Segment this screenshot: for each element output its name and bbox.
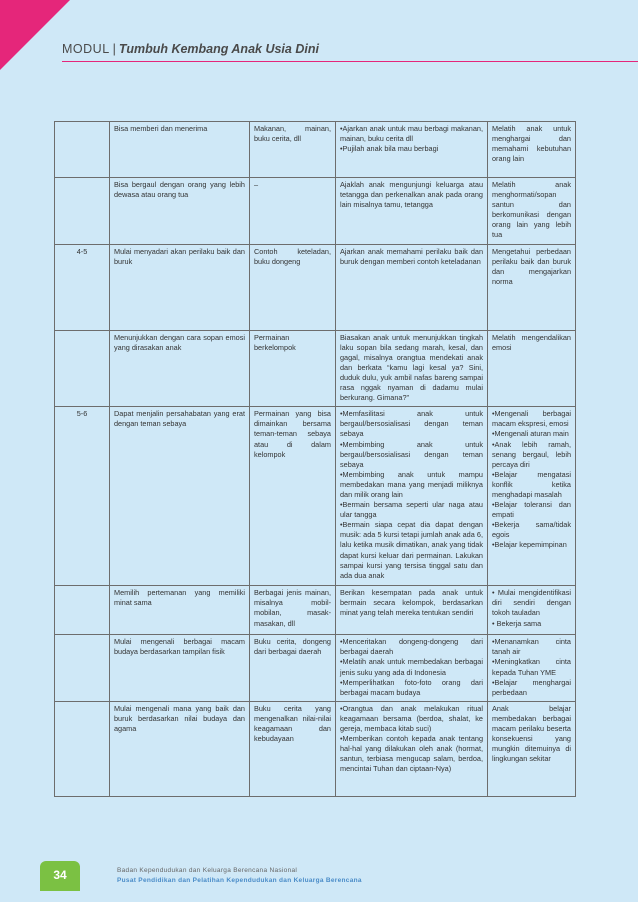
- goal-cell: [488, 178, 576, 245]
- activity-cell: [336, 330, 488, 407]
- activity-item: •Membimbing anak untuk mampu membedakan mana yang menjadi miliknya dan milik orang lain: [340, 469, 483, 499]
- indicator-cell: Menunjukkan dengan cara sopan emosi yang dirasakan anak: [110, 330, 250, 407]
- header-title: Tumbuh Kembang Anak Usia Dini: [118, 42, 319, 56]
- table-row: [55, 407, 576, 586]
- footer-center: Pusat Pendidikan dan Pelatihan Kependudukan dan Keluarga Berencana: [117, 877, 362, 884]
- goal-item: •Belajar toleransi dan empati: [492, 500, 571, 520]
- goal-item: Melatih mengendalikan emosi: [492, 332, 571, 352]
- activity-item: •Melatih anak untuk membedakan berbagai jenis suku yang ada di Indonesia: [340, 657, 483, 677]
- indicator-cell: Memilih pertemanan yang memiliki minat sama: [110, 586, 250, 635]
- media-cell: –: [250, 178, 336, 245]
- indicator-cell: Mulai mengenali berbagai macam budaya berdasarkan tampilan fisik: [110, 635, 250, 702]
- goal-item: •Meningkatkan cinta kepada Tuhan YME: [492, 657, 571, 677]
- activity-item: •Menceritakan dongeng-dongeng dari berbagai daerah: [340, 637, 483, 657]
- age-cell: [55, 586, 110, 635]
- header-divider: [62, 61, 638, 62]
- goal-item: •Menanamkan cinta tanah air: [492, 637, 571, 657]
- goal-item: • Mulai mengidentifikasi diri sendiri dengan tokoh tauladan: [492, 588, 571, 618]
- age-cell: [55, 178, 110, 245]
- goal-cell: [488, 586, 576, 635]
- activity-cell: [336, 635, 488, 702]
- activity-cell: [336, 586, 488, 635]
- media-cell: Buku cerita, dongeng dari berbagai daerah: [250, 635, 336, 702]
- activity-item: •Pujilah anak bila mau berbagi: [340, 144, 439, 154]
- age-cell: [55, 330, 110, 407]
- goal-item: Anak belajar membedakan berbagai macam perilaku beserta konsekuensi yang mungkin ditemuinya di lingkungan sekitar: [492, 703, 571, 764]
- table-row: [55, 244, 576, 330]
- table-row: [55, 635, 576, 702]
- media-cell: Contoh keteladan, buku dongeng: [250, 244, 336, 330]
- media-cell: Berbagai jenis mainan, misalnya mobil-mobilan, masak-masakan, dll: [250, 586, 336, 635]
- goal-cell: [488, 244, 576, 330]
- activity-item: •Memberikan contoh kepada anak tentang hal-hal yang dilakukan oleh anak (hormat, santun, terbiasa mengucap salam, berdoa, mencintai Tuhan dan ciptaan-Nya): [340, 734, 483, 774]
- activity-item: Biasakan anak untuk menunjukkan tingkah laku sopan bila sedang marah, kesal, dan gagal, misalnya orangtua mendekati anak dan berkata “kamu lagi kesal ya? Sini, duduk dulu, yuk ambil nafas bareng sampai rasa nggak nyaman di dadamu mulai berkurang. Gimana?”: [340, 332, 483, 403]
- goal-item: Melatih anak menghormati/sopan santun dan berkomunikasi dengan orang lain yang lebih tua: [492, 180, 571, 240]
- goal-item: •Bekerja sama/tidak egois: [492, 520, 571, 540]
- corner-decoration: [0, 0, 70, 70]
- activity-item: •Ajarkan anak untuk mau berbagi makanan, mainan, buku cerita dll: [340, 124, 483, 144]
- development-table: [54, 121, 576, 797]
- activity-item: •Bermain siapa cepat dia dapat dengan musik: ada 5 kursi tetapi jumlah anak ada 6, lalu ketika musik dimatikan, anak yang tidak dapat kursi keluar dari permainan. Lakukan sampai kursi yang tersisa tinggal satu dan ada dua anak: [340, 520, 483, 580]
- media-cell: Permainan yang bisa dimainkan bersama teman-teman sebaya atau di dalam kelompok: [250, 407, 336, 586]
- footer-organization: Badan Kependudukan dan Keluarga Berencana Nasional: [117, 867, 298, 874]
- table-body: [55, 122, 576, 797]
- indicator-cell: Bisa memberi dan menerima: [110, 122, 250, 178]
- goal-cell: [488, 122, 576, 178]
- indicator-cell: Bisa bergaul dengan orang yang lebih dewasa atau orang tua: [110, 178, 250, 245]
- goal-cell: [488, 330, 576, 407]
- activity-item: •Bermain bersama seperti ular naga atau ular tangga: [340, 500, 483, 520]
- goal-cell: [488, 635, 576, 702]
- goal-item: •Mengenali aturan main: [492, 429, 569, 439]
- table-row: [55, 178, 576, 245]
- goal-item: • Bekerja sama: [492, 618, 542, 628]
- goal-item: •Belajar menghargai perbedaan: [492, 677, 571, 697]
- activity-item: Ajaklah anak mengunjungi keluarga atau tetangga dan perkenalkan anak pada orang lain misalnya tamu, tetangga: [340, 180, 483, 210]
- media-cell: Permainan berkelompok: [250, 330, 336, 407]
- age-cell: [55, 122, 110, 178]
- activity-cell: [336, 122, 488, 178]
- goal-item: Mengetahui perbedaan perilaku baik dan buruk dan mengajarkan norma: [492, 246, 571, 286]
- table-row: [55, 330, 576, 407]
- page-header: [62, 42, 319, 56]
- activity-cell: [336, 407, 488, 586]
- media-cell: Makanan, mainan, buku cerita, dll: [250, 122, 336, 178]
- activity-item: Ajarkan anak memahami perilaku baik dan buruk dengan memberi contoh keteladanan: [340, 246, 483, 266]
- table-row: [55, 586, 576, 635]
- goal-cell: [488, 701, 576, 796]
- indicator-cell: Mulai menyadari akan perilaku baik dan buruk: [110, 244, 250, 330]
- indicator-cell: Dapat menjalin persahabatan yang erat dengan teman sebaya: [110, 407, 250, 586]
- age-cell: 4-5: [55, 244, 110, 330]
- age-cell: 5-6: [55, 407, 110, 586]
- page-number: 34: [40, 861, 80, 891]
- activity-item: •Memperlihatkan foto-foto orang dari berbagai macam budaya: [340, 677, 483, 697]
- age-cell: [55, 635, 110, 702]
- activity-cell: [336, 244, 488, 330]
- goal-item: •Belajar kepemimpinan: [492, 540, 567, 550]
- header-modul: MODUL: [62, 42, 110, 56]
- activity-cell: [336, 178, 488, 245]
- media-cell: Buku cerita yang mengenalkan nilai-nilai keagamaan dan kebudayaan: [250, 701, 336, 796]
- goal-item: •Belajar mengatasi konflik ketika menghadapi masalah: [492, 469, 571, 499]
- goal-item: Melatih anak untuk menghargai dan memahami kebutuhan orang lain: [492, 124, 571, 164]
- goal-cell: [488, 407, 576, 586]
- table-row: [55, 701, 576, 796]
- age-cell: [55, 701, 110, 796]
- activity-item: •Orangtua dan anak melakukan ritual keagamaan bersama (berdoa, shalat, ke gereja, membaca kitab suci): [340, 703, 483, 733]
- activity-item: •Memfasilitasi anak untuk bergaul/bersosialisasi dengan teman sebaya: [340, 409, 483, 439]
- table-row: [55, 122, 576, 178]
- activity-item: Berikan kesempatan pada anak untuk bermain secara kelompok, berdasarkan minat yang telah mereka tentukan sendiri: [340, 588, 483, 618]
- activity-item: •Membimbing anak untuk bergaul/bersosialisasi dengan teman sebaya: [340, 439, 483, 469]
- header-separator: |: [112, 42, 116, 56]
- activity-cell: [336, 701, 488, 796]
- goal-item: •Mengenali berbagai macam ekspresi, emosi: [492, 409, 571, 429]
- goal-item: •Anak lebih ramah, senang bergaul, lebih percaya diri: [492, 439, 571, 469]
- indicator-cell: Mulai mengenali mana yang baik dan buruk berdasarkan nilai budaya dan agama: [110, 701, 250, 796]
